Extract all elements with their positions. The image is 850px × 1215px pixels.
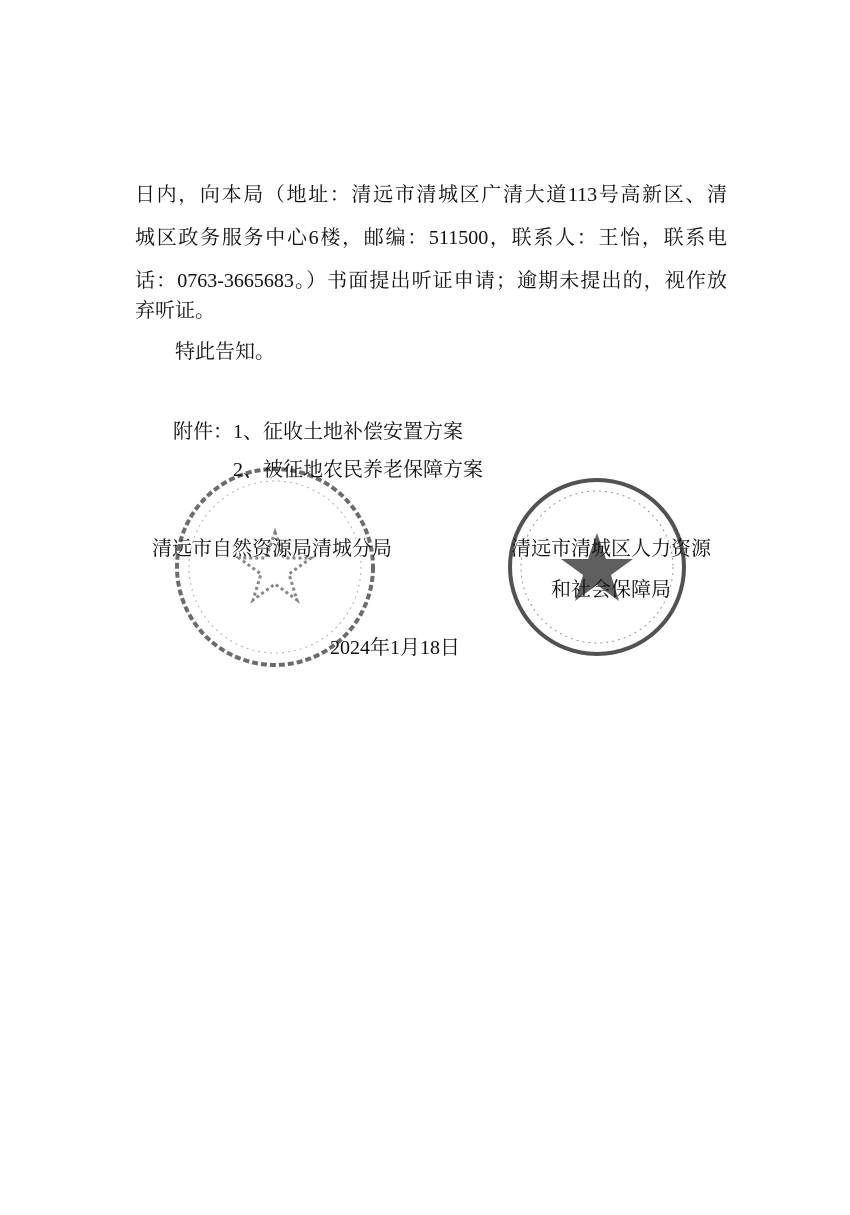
document-date: 2024年1月18日 <box>330 637 460 659</box>
signature-right-line1: 清远市清城区人力资源 <box>511 538 711 560</box>
body-line-4: 弃听证。 <box>135 300 215 322</box>
body-line-1: 日内，向本局（地址：清远市清城区广清大道113号高新区、清 <box>135 184 727 206</box>
signature-left: 清远市自然资源局清城分局 <box>152 538 392 560</box>
body-line-3: 话：0763-3665683。）书面提出听证申请；逾期未提出的，视作放 <box>135 270 727 292</box>
attachment-2: 2、被征地农民养老保障方案 <box>233 459 483 481</box>
body-line-2: 城区政务服务中心6楼，邮编：511500，联系人：王怡，联系电 <box>135 227 727 249</box>
attachment-1: 附件：1、征收土地补偿安置方案 <box>173 421 463 443</box>
official-seal-right <box>505 475 690 660</box>
closing-text: 特此告知。 <box>175 341 275 363</box>
signature-right-line2: 和社会保障局 <box>551 579 671 601</box>
